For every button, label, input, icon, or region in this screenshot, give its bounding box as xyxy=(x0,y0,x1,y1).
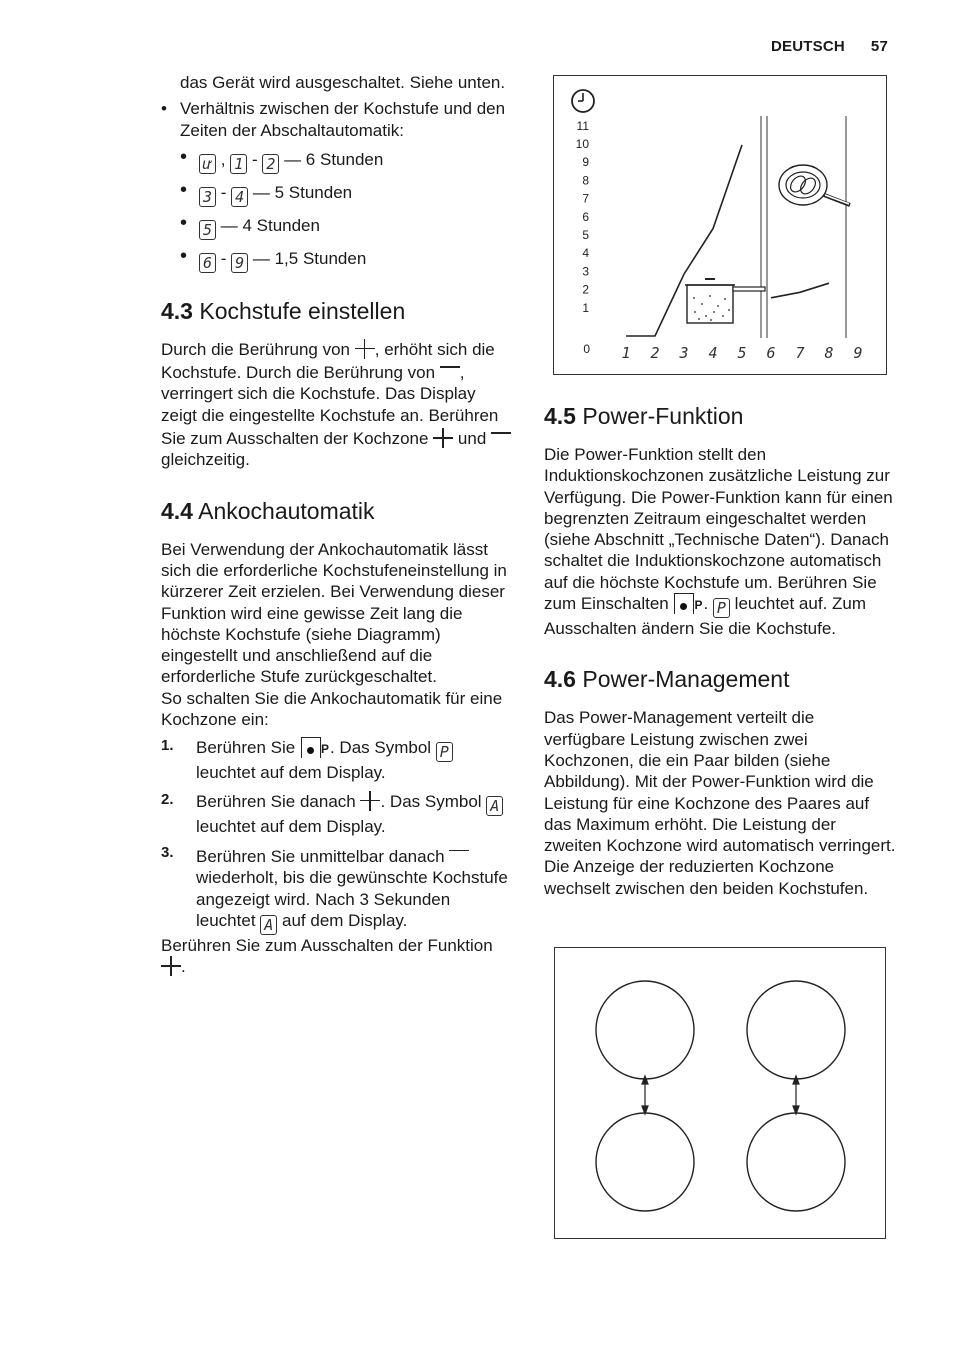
x-tick-label: 3 xyxy=(679,344,689,362)
plus-icon xyxy=(161,956,181,976)
heading-4-5: 4.5 Power-Funktion xyxy=(544,403,744,429)
digit-5-icon: 5 xyxy=(199,220,216,240)
x-tick-label: 7 xyxy=(795,344,805,362)
section-label: DEUTSCH xyxy=(771,38,845,55)
digit-4-icon: 4 xyxy=(231,187,248,207)
cooking-zone-bottom-right xyxy=(747,1113,845,1211)
y-tick-label: 9 xyxy=(582,155,589,170)
y-tick-label: 11 xyxy=(576,118,589,133)
sub-item-5h: • 3 - 4 — 5 Stunden xyxy=(161,182,513,207)
step-3: 3. Berühren Sie unmittelbar danach wiederholt, bis die gewünschte Kochstufe angezeigt wird. Nach 3 Sekunden leuchtet A auf dem Display. xyxy=(161,843,508,934)
page-number: 57 xyxy=(870,38,888,55)
plus-icon xyxy=(355,339,375,359)
paragraph-4-6: Das Power-Management verteilt die verfügbare Leistung zwischen zwei Kochzonen, die ein Paar bilden (siehe Abbildung). Mit der Power-Funktion wird die Leistung für eine Kochzone des Paares auf das Maximum erhöht. Die Leistung der zweiten Kochzone wird automatisch verringert. Die Anzeige der reduzierten Kochzone wechselt zwischen den beiden Kochstufen. xyxy=(544,708,896,898)
right-column xyxy=(544,402,896,899)
x-tick-label: 8 xyxy=(824,344,834,362)
pot-icon xyxy=(685,279,765,323)
y-tick-label: 3 xyxy=(582,264,589,279)
heading-4-3: 4.3 Kochstufe einstellen xyxy=(161,297,406,324)
paragraph-4-4-end: Berühren Sie zum Ausschalten der Funktion . xyxy=(161,935,493,977)
y-tick-label: 1 xyxy=(582,300,589,315)
plus-icon xyxy=(360,791,380,811)
minus-icon xyxy=(440,360,460,380)
y-tick-label: 5 xyxy=(582,228,589,242)
sub-item-1-5h: • 6 - 9 — 1,5 Stunden xyxy=(161,248,513,273)
symbol-p-icon: P xyxy=(436,742,453,762)
y-tick-label: 4 xyxy=(582,246,589,261)
x-tick-label: 2 xyxy=(650,344,660,362)
heading-4-4: 4.4 Ankochautomatik xyxy=(161,497,375,524)
symbol-p-icon: P xyxy=(713,598,730,618)
y-tick-label: 6 xyxy=(582,209,589,224)
cooking-zone-top-left xyxy=(596,981,694,1079)
paragraph-4-4-intro: So schalten Sie die Ankochautomatik für eine Kochzone ein: xyxy=(161,688,503,730)
y-tick-label: 0 xyxy=(583,342,590,356)
plus-icon xyxy=(433,428,453,448)
intro-continuation: das Gerät wird ausgeschaltet. Siehe unten. xyxy=(180,73,506,92)
chart-svg xyxy=(554,76,886,374)
heading-4-6: 4.6 Power-Management xyxy=(544,666,790,693)
x-tick-label: 6 xyxy=(766,344,776,362)
digit-1-icon: 1 xyxy=(230,154,247,174)
digit-6-icon: 6 xyxy=(199,253,216,273)
sub-item-4h: • 5 — 4 Stunden xyxy=(161,215,513,240)
double-arrow-icon xyxy=(642,1076,648,1114)
clock-icon xyxy=(572,90,594,112)
y-tick-label: 8 xyxy=(582,173,589,188)
symbol-a-icon: A xyxy=(486,796,503,816)
page-header xyxy=(771,38,888,55)
y-tick-label: 2 xyxy=(582,282,589,297)
sub-item-6h: • ư , 1 - 2 — 6 Stunden xyxy=(161,149,513,174)
pan-icon xyxy=(779,165,850,205)
x-tick-label: 1 xyxy=(621,344,631,362)
double-arrow-icon xyxy=(793,1076,799,1114)
paragraph-4-3: Durch die Berührung von , erhöht sich die Kochstufe. Durch die Berührung von , verringert sich die Kochstufe. Das Display zeigt die eingestellte Kochstufe an. Berühren Sie zum Ausschalten der Kochzone und gleichzeitig. xyxy=(161,339,513,471)
digit-0-icon: ư xyxy=(199,154,216,174)
power-button-icon: P xyxy=(673,593,703,615)
digit-9-icon: 9 xyxy=(231,253,248,273)
x-tick-label: 4 xyxy=(708,344,718,362)
paragraph-4-4: Bei Verwendung der Ankochautomatik lässt sich die erforderliche Kochstufeneinstellung in kürzerer Zeit erzielen. Bei Verwendung dieser Funktion wird eine gewisse Zeit lang die höchste Kochstufe (siehe Diagramm) eingestellt und anschließend auf die erforderliche Stufe zurückgeschaltet. xyxy=(161,539,507,687)
x-tick-label: 9 xyxy=(853,344,863,362)
left-column xyxy=(161,72,513,977)
digit-3-icon: 3 xyxy=(199,187,216,207)
cooking-zone-bottom-left xyxy=(596,1113,694,1211)
power-button-icon: P xyxy=(300,737,330,759)
minus-icon xyxy=(491,426,511,446)
paragraph-4-5: Die Power-Funktion stellt den Induktionskochzonen zusätzliche Leistung zur Verfügung. Die Power-Funktion kann für einen begrenzten Zeitraum eingeschaltet werden (siehe Abschnitt „Technische Daten“). Danach schaltet die Induktionskochzone automatisch auf die höchste Kochstufe um. Berühren Sie zum Einschalten P . P leuchtet auf. Zum Ausschalten ändern Sie die Kochstufe. xyxy=(544,445,893,639)
cooktop-diagram xyxy=(555,948,885,1238)
cooking-zone-top-right xyxy=(747,981,845,1079)
digit-2-icon: 2 xyxy=(262,154,279,174)
ankochautomatik-chart xyxy=(553,75,887,375)
ratio-bullet: • Verhältnis zwischen der Kochstufe und den Zeiten der Abschaltautomatik: xyxy=(161,98,513,141)
y-tick-label: 10 xyxy=(575,137,589,151)
minus-icon xyxy=(449,844,469,864)
y-tick-label: 7 xyxy=(582,191,589,206)
series-line-fortkochstufe xyxy=(771,283,829,298)
symbol-a-icon: A xyxy=(260,915,277,935)
power-management-figure xyxy=(554,947,886,1239)
x-tick-label: 5 xyxy=(737,344,747,362)
step-1: 1. Berühren Sie P . Das Symbol P leuchtet auf dem Display. xyxy=(161,737,513,783)
step-2: 2. Berühren Sie danach . Das Symbol A leuchtet auf dem Display. xyxy=(161,791,513,837)
